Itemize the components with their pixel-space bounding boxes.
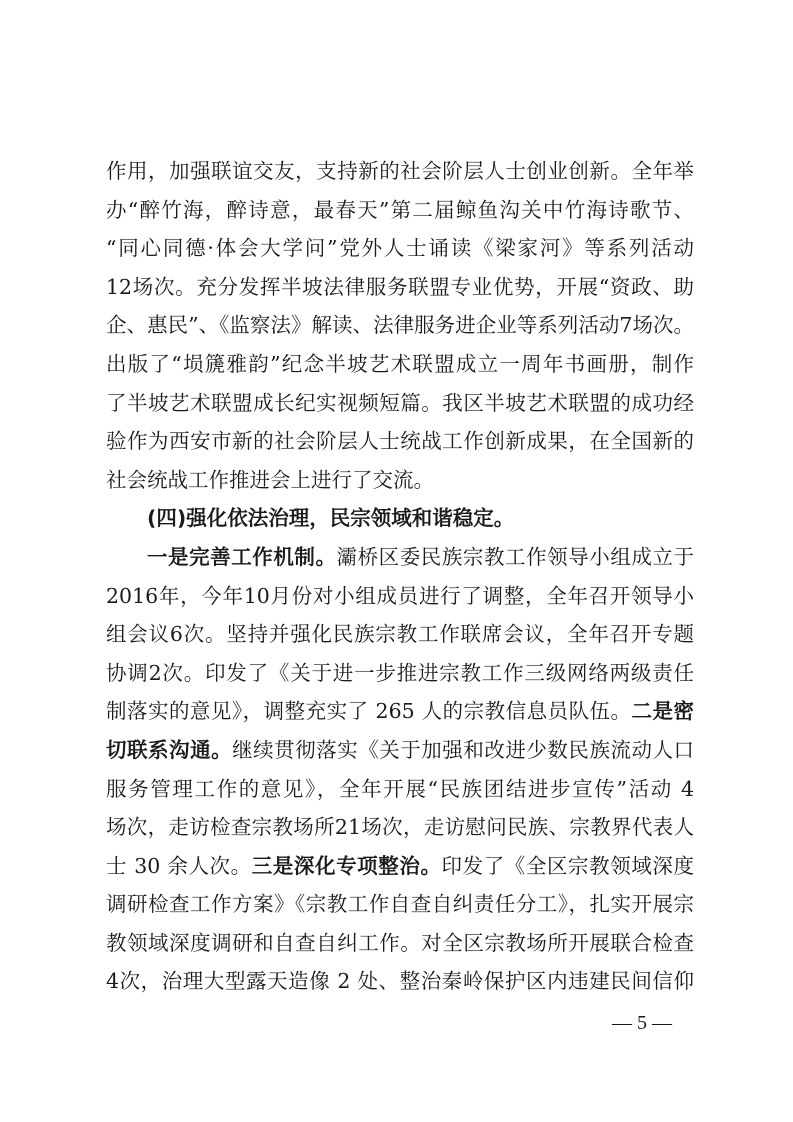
sub-heading: 一是完善工作机制。 [147,544,337,569]
text-line: 制落实的意见》，调整充实了 265 人的宗教信息员队伍。二是密 [106,699,694,724]
text-line: 一是完善工作机制。灞桥区委民族宗教工作领导小组成立于 [147,544,695,569]
section-heading: (四)强化依法治理，民宗领域和谐稳定。 [147,506,515,531]
text-line: 组会议6次。坚持并强化民族宗教工作联席会议，全年召开专题 [106,622,694,647]
text-line: 士 30 余人次。三是深化专项整治。印发了《全区宗教领域深度 [106,853,694,878]
text-line: 2016年，今年10月份对小组成员进行了调整，全年召开领导小 [106,583,694,608]
text-line: 12场次。充分发挥半坡法律服务联盟专业优势，开展“资政、助 [106,274,694,299]
text-line: 企、惠民”、《监察法》解读、法律服务进企业等系列活动7场次。 [106,313,694,338]
text-line: 教领域深度调研和自查自纠工作。对全区宗教场所开展联合检查 [106,930,694,955]
text-line: 场次，走访检查宗教场所21场次，走访慰问民族、宗教界代表人 [106,815,694,840]
text-line: 调研检查工作方案》《宗教工作自查自纠责任分工》，扎实开展宗 [106,892,694,917]
page-number: — 5 — [612,1012,672,1034]
text-line: 作用，加强联谊交友，支持新的社会阶层人士创业创新。全年举 [106,159,694,183]
text-line: 出版了“埙篪雅韵”纪念半坡艺术联盟成立一周年书画册，制作 [106,351,694,376]
text-line: 服务管理工作的意见》，全年开展“民族团结进步宣传”活动 4 [106,776,694,801]
sub-heading: 切联系沟通。 [106,737,233,762]
text-line: 验作为西安市新的社会阶层人士统战工作创新成果，在全国新的 [106,429,694,454]
text-line: 4次，治理大型露天造像 2 处、整治秦岭保护区内违建民间信仰 [106,969,694,994]
text-line: “同心同德·体会大学问”党外人士诵读《梁家河》等系列活动 [106,236,694,261]
text-line: 协调2次。印发了《关于进一步推进宗教工作三级网络两级责任 [106,660,694,685]
body-text [106,152,694,1001]
text-line: 切联系沟通。继续贯彻落实《关于加强和改进少数民族流动人口 [106,737,695,762]
text-line: 了半坡艺术联盟成长纪实视频短篇。我区半坡艺术联盟的成功经 [106,390,694,415]
sub-heading: 三是深化专项整治。 [251,853,442,878]
text-line: 社会统战工作推进会上进行了交流。 [106,467,434,492]
sub-heading: 二是密 [631,699,694,724]
text-line: 办“醉竹海，醉诗意，最春天”第二届鲸鱼沟关中竹海诗歌节、 [106,197,694,222]
